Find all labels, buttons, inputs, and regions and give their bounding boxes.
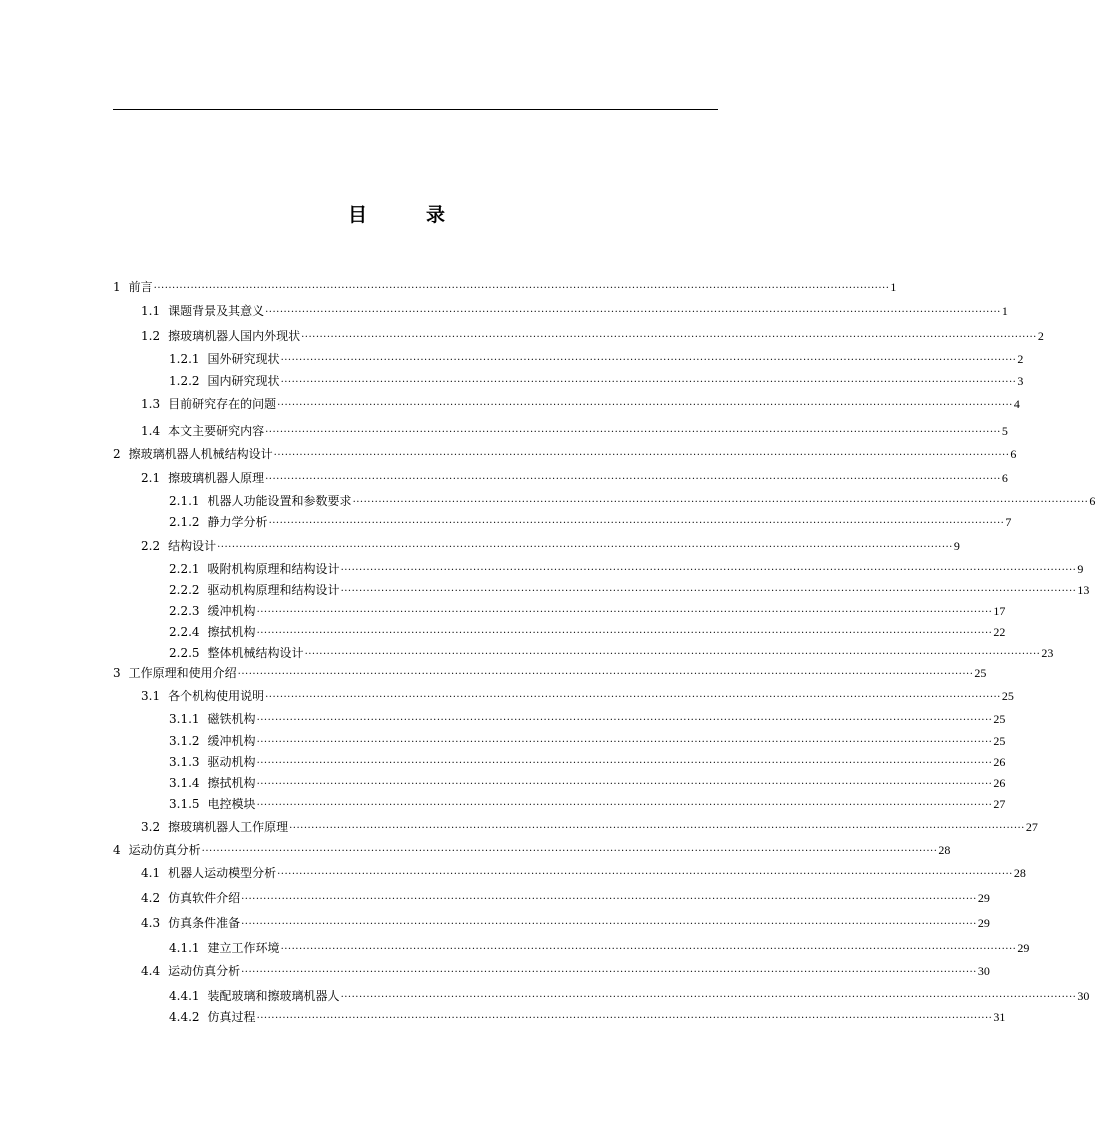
toc-entry-number: 3.1 [141,689,161,703]
toc-entry-label: 电控模块 [207,797,256,811]
toc-entry[interactable] [169,603,1006,619]
dot-leader: ........................................................................................................................................................................................................ [241,916,977,927]
toc-entry[interactable] [141,963,990,979]
dot-leader: ........................................................................................................................................................................................................ [265,304,1001,315]
toc-entry[interactable] [169,733,1006,749]
dot-leader: ........................................................................................................................................................................................................ [340,562,1077,573]
toc-entry-number: 1.3 [141,397,161,411]
dot-leader: ........................................................................................................................................................................................................ [280,941,1017,952]
toc-entry-number: 4.1.1 [169,941,200,955]
toc-entry-page: 9 [1077,562,1084,576]
toc-entry-number: 4 [113,843,121,857]
toc-entry-label: 擦玻璃机器人原理 [168,471,265,485]
toc-entry-page: 6 [1001,471,1008,485]
toc-entry[interactable] [169,582,1090,598]
toc-entry-label: 整体机械结构设计 [207,646,304,660]
toc-entry-page: 5 [1001,424,1008,438]
dot-leader: ........................................................................................................................................................................................................ [277,397,1013,408]
toc-entry-number: 4.4.1 [169,989,200,1003]
dot-leader: ........................................................................................................................................................................................................ [256,625,993,636]
toc-entry[interactable] [169,940,1030,956]
toc-entry-label: 仿真过程 [207,1010,256,1024]
toc-entry-number: 3.1.4 [169,776,200,790]
toc-entry-label: 国外研究现状 [207,352,280,366]
toc-entry[interactable] [141,538,960,554]
dot-leader: ........................................................................................................................................................................................................ [277,866,1013,877]
dot-leader: ........................................................................................................................................................................................................ [340,583,1077,594]
toc-entry-label: 驱动机构原理和结构设计 [207,583,340,597]
page-title: 目 录 [347,204,465,226]
dot-leader: ........................................................................................................................................................................................................ [304,646,1041,657]
toc-entry-page: 3 [1017,374,1024,388]
toc-entry-number: 4.1 [141,866,161,880]
toc-entry[interactable] [141,865,1026,881]
dot-leader: ........................................................................................................................................................................................................ [268,515,1005,526]
toc-entry-page: 4 [1013,397,1020,411]
toc-entry-label: 国内研究现状 [207,374,280,388]
toc-entry-label: 目前研究存在的问题 [168,397,277,411]
toc-entry-page: 27 [993,797,1006,811]
toc-entry-label: 机器人运动模型分析 [168,866,277,880]
dot-leader: ........................................................................................................................................................................................................ [237,666,974,677]
toc-entry-page: 28 [938,843,951,857]
toc-entry[interactable] [169,1009,1006,1025]
toc-entry-label: 缓冲机构 [207,604,256,618]
toc-entry-number: 2.2.1 [169,562,200,576]
dot-leader: ........................................................................................................................................................................................................ [301,329,1037,340]
dot-leader: ........................................................................................................................................................................................................ [241,964,977,975]
toc-entry-label: 前言 [128,280,153,294]
toc-entry-page: 30 [977,964,990,978]
toc-entry-page: 29 [977,891,990,905]
dot-leader: ........................................................................................................................................................................................................ [273,447,1010,458]
toc-entry[interactable] [113,446,1017,462]
toc-entry-number: 1.2.2 [169,374,200,388]
toc-entry-page: 26 [993,755,1006,769]
dot-leader: ........................................................................................................................................................................................................ [280,352,1017,363]
toc-entry-page: 7 [1005,515,1012,529]
toc-entry[interactable] [169,351,1024,367]
toc-entry-number: 2.1 [141,471,161,485]
toc-entry-page: 2 [1037,329,1044,343]
toc-entry-page: 9 [953,539,960,553]
toc-entry-number: 2.2.2 [169,583,200,597]
toc-entry-label: 吸附机构原理和结构设计 [207,562,340,576]
dot-leader: ........................................................................................................................................................................................................ [256,604,993,615]
toc-entry-number: 1.4 [141,424,161,438]
toc-entry-number: 1.2.1 [169,352,200,366]
toc-entry-number: 3.1.2 [169,734,200,748]
toc-entry-number: 4.3 [141,916,161,930]
toc-entry-label: 擦玻璃机器人国内外现状 [168,329,301,343]
toc-entry-number: 2.1.2 [169,515,200,529]
toc-entry-page: 2 [1017,352,1024,366]
toc-entry[interactable] [169,645,1054,661]
toc-entry-number: 2.2.3 [169,604,200,618]
toc-entry-label: 擦玻璃机器人机械结构设计 [128,447,273,461]
toc-entry[interactable] [113,842,951,858]
toc-entry[interactable] [113,665,987,681]
toc-entry-page: 17 [993,604,1006,618]
toc-entry-label: 运动仿真分析 [128,843,201,857]
dot-leader: ........................................................................................................................................................................................................ [153,280,890,291]
toc-entry-page: 25 [1001,689,1014,703]
toc-entry-page: 1 [890,280,897,294]
toc-entry-number: 4.4 [141,964,161,978]
toc-entry-number: 2 [113,447,121,461]
toc-entry-page: 26 [993,776,1006,790]
toc-entry[interactable] [141,890,990,906]
toc-entry-page: 22 [993,625,1006,639]
toc-entry-label: 缓冲机构 [207,734,256,748]
toc-entry-label: 仿真条件准备 [168,916,241,930]
toc-entry[interactable] [141,470,1008,486]
toc-entry[interactable] [141,819,1038,835]
toc-entry[interactable] [113,279,897,295]
toc-entry-page: 6 [1010,447,1017,461]
toc-entry-label: 擦拭机构 [207,625,256,639]
dot-leader: ........................................................................................................................................................................................................ [265,424,1001,435]
toc-entry-number: 3.1.1 [169,712,200,726]
toc-entry-page: 29 [977,916,990,930]
toc-entry-number: 1 [113,280,121,294]
toc-entry-page: 28 [1013,866,1026,880]
toc-entry[interactable] [169,796,1006,812]
toc-entry[interactable] [169,711,1006,727]
toc-entry-number: 3.1.3 [169,755,200,769]
toc-entry[interactable] [169,775,1006,791]
toc-entry-page: 25 [993,712,1006,726]
toc-entry[interactable] [169,373,1024,389]
toc-entry-number: 2.2.5 [169,646,200,660]
toc-entry-page: 31 [993,1010,1006,1024]
toc-entry[interactable] [141,423,1008,439]
toc-entry-label: 运动仿真分析 [168,964,241,978]
dot-leader: ........................................................................................................................................................................................................ [340,989,1077,1000]
dot-leader: ........................................................................................................................................................................................................ [289,820,1025,831]
toc-entry-number: 1.2 [141,329,161,343]
toc-entry-page: 1 [1001,304,1008,318]
toc-entry-number: 2.1.1 [169,494,200,508]
toc-entry-label: 建立工作环境 [207,941,280,955]
dot-leader: ........................................................................................................................................................................................................ [256,1010,993,1021]
toc-entry-label: 装配玻璃和擦玻璃机器人 [207,989,340,1003]
toc-entry-number: 3 [113,666,121,680]
toc-entry[interactable] [141,688,1014,704]
dot-leader: ........................................................................................................................................................................................................ [201,843,938,854]
toc-entry[interactable] [169,493,1095,509]
toc-entry-page: 23 [1041,646,1054,660]
toc-entry-page: 27 [1025,820,1038,834]
toc-entry[interactable] [169,561,1084,577]
dot-leader: ........................................................................................................................................................................................................ [256,712,993,723]
dot-leader: ........................................................................................................................................................................................................ [352,494,1089,505]
toc-entry-label: 工作原理和使用介绍 [128,666,237,680]
toc-entry[interactable] [141,328,1044,344]
toc-entry[interactable] [141,396,1020,412]
dot-leader: ........................................................................................................................................................................................................ [280,374,1017,385]
toc-entry-label: 机器人功能设置和参数要求 [207,494,352,508]
toc-entry-number: 3.2 [141,820,161,834]
dot-leader: ........................................................................................................................................................................................................ [217,539,953,550]
toc-entry[interactable] [169,988,1090,1004]
toc-entry-label: 各个机构使用说明 [168,689,265,703]
dot-leader: ........................................................................................................................................................................................................ [256,797,993,808]
dot-leader: ........................................................................................................................................................................................................ [256,776,993,787]
toc-entry-number: 2.2.4 [169,625,200,639]
toc-entry-label: 擦拭机构 [207,776,256,790]
toc-entry-label: 结构设计 [168,539,217,553]
dot-leader: ........................................................................................................................................................................................................ [256,755,993,766]
toc-entry-page: 13 [1077,583,1090,597]
toc-entry-label: 驱动机构 [207,755,256,769]
toc-entry[interactable] [141,915,990,931]
toc-entry[interactable] [169,754,1006,770]
toc-entry-label: 本文主要研究内容 [168,424,265,438]
toc-entry-number: 2.2 [141,539,161,553]
toc-entry-label: 仿真软件介绍 [168,891,241,905]
toc-entry-number: 3.1.5 [169,797,200,811]
dot-leader: ........................................................................................................................................................................................................ [265,471,1001,482]
toc-entry-page: 25 [993,734,1006,748]
toc-entry-label: 擦玻璃机器人工作原理 [168,820,289,834]
toc-entry[interactable] [141,303,1008,319]
dot-leader: ........................................................................................................................................................................................................ [265,689,1001,700]
dot-leader: ........................................................................................................................................................................................................ [256,734,993,745]
toc-entry-number: 4.2 [141,891,161,905]
toc-entry-page: 30 [1077,989,1090,1003]
toc-entry-number: 1.1 [141,304,161,318]
dot-leader: ........................................................................................................................................................................................................ [241,891,977,902]
toc-entry-number: 4.4.2 [169,1010,200,1024]
toc-entry-label: 课题背景及其意义 [168,304,265,318]
toc-entry-label: 静力学分析 [207,515,268,529]
toc-entry-page: 29 [1017,941,1030,955]
toc-entry[interactable] [169,624,1006,640]
toc-entry-page: 6 [1089,494,1095,508]
toc-entry-label: 磁铁机构 [207,712,256,726]
toc-entry[interactable] [169,514,1012,530]
toc-entry-page: 25 [974,666,987,680]
